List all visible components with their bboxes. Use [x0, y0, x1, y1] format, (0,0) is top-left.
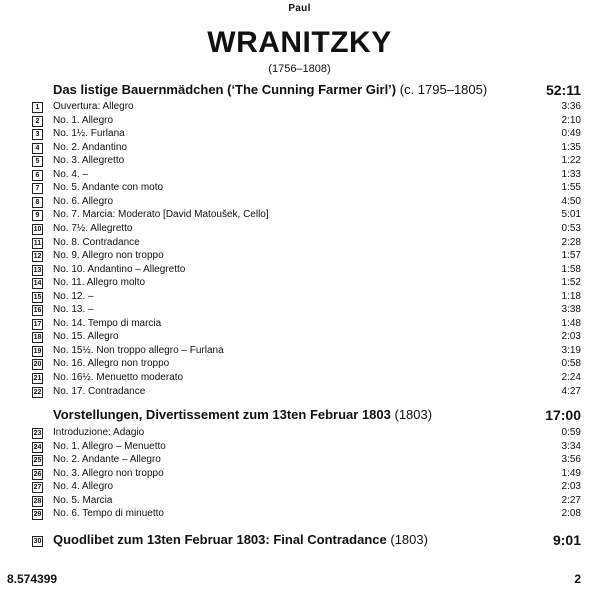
track-row: [0, 168, 599, 181]
track-title: No. 11. Allegro molto: [53, 277, 146, 289]
track-row: [0, 357, 599, 370]
track-row: [0, 195, 599, 208]
track-row: [0, 222, 599, 235]
track-number: 25: [33, 457, 42, 465]
track-row: [0, 114, 599, 127]
track-duration: 1:52: [561, 277, 581, 289]
work-total-time: 17:00: [545, 407, 581, 423]
track-number: 2: [32, 116, 43, 127]
track-row: [0, 440, 599, 453]
track-duration: 3:36: [561, 101, 581, 112]
track-title: No. 2. Andante – Allegro: [53, 454, 161, 466]
track-title: No. 1. Allegro – Menuetto: [53, 440, 166, 452]
track-number: 18: [33, 334, 42, 342]
catalog-number: 8.574399: [7, 572, 58, 586]
track-title: No. 3. Allegretto: [53, 155, 125, 167]
track-title: Introduzione: Adagio: [53, 427, 145, 438]
work-name: Das listige Bauernmädchen (‘The Cunning Farmer Girl’): [53, 82, 397, 97]
work-total-time: 9:01: [552, 532, 581, 548]
track-number: 16: [33, 307, 42, 315]
track-title: No. 3. Allegro non troppo: [53, 467, 164, 479]
track-number: 6: [32, 170, 43, 181]
track-row: [0, 467, 599, 480]
track-row: [0, 330, 599, 343]
work-total-time: 52:11: [545, 82, 581, 98]
track-title: No. 1. Allegro: [53, 114, 114, 126]
track-title: No. 1½. Furlana: [53, 128, 125, 140]
track-row: [0, 100, 599, 113]
track-number: 4: [32, 143, 43, 154]
track-title: No. 17. Contradance: [53, 385, 146, 397]
track-duration: 1:48: [561, 317, 581, 329]
track-title: No. 7. Marcia: Moderato [David Matoušek, Cello]: [53, 209, 269, 221]
track-duration: 2:27: [561, 494, 581, 506]
track-row: [0, 181, 599, 194]
track-row: [0, 303, 599, 316]
track-row: [0, 507, 599, 520]
track-duration: 4:50: [561, 195, 581, 207]
track-row: [0, 480, 599, 493]
track-duration: 1:49: [561, 467, 581, 479]
track-title: No. 5. Marcia: [53, 494, 113, 506]
track-duration: 1:22: [561, 155, 581, 167]
track-row: [0, 426, 599, 439]
track-row: [0, 141, 599, 154]
track-number: 21: [33, 375, 42, 382]
track-duration: 3:56: [561, 454, 581, 466]
track-number: 11: [33, 239, 42, 247]
track-number: 17: [33, 320, 42, 328]
track-duration: 2:03: [561, 331, 581, 343]
track-number: 1: [32, 102, 43, 113]
composer-last-name: WRANITZKY: [207, 26, 392, 59]
track-title: No. 6. Allegro: [53, 195, 114, 207]
track-title: No. 15. Allegro: [53, 331, 119, 343]
track-row: [0, 263, 599, 276]
track-duration: 1:57: [561, 250, 581, 262]
track-title: No. 4. –: [53, 168, 89, 180]
track-number: 22: [33, 388, 42, 396]
track-duration: 3:19: [561, 344, 581, 356]
track-duration: 1:33: [561, 168, 581, 180]
track-row: [0, 290, 599, 303]
track-number: 26: [33, 470, 42, 478]
track-duration: 2:24: [561, 372, 581, 383]
composer-dates: (1756–1808): [268, 63, 331, 75]
track-title: No. 12. –: [53, 290, 94, 302]
track-duration: 5:01: [561, 209, 581, 221]
track-number: 23: [33, 430, 42, 437]
track-number: 7: [32, 183, 43, 194]
track-title: No. 16. Allegro non troppo: [53, 358, 170, 370]
track-duration: 0:49: [561, 128, 581, 140]
track-duration: 3:34: [561, 440, 581, 452]
track-number: 12: [33, 253, 42, 261]
track-title: Ouvertura: Allegro: [53, 101, 134, 112]
track-duration: 0:58: [561, 358, 581, 370]
track-title: No. 5. Andante con moto: [53, 182, 164, 194]
composer-first-name: Paul: [288, 3, 311, 14]
track-title: No. 7½. Allegretto: [53, 222, 133, 234]
track-row: [0, 385, 599, 398]
track-number: 3: [32, 129, 43, 140]
track-duration: 3:38: [561, 304, 581, 316]
track-number: 30: [33, 538, 42, 545]
track-number: 15: [33, 293, 42, 301]
track-row: [0, 317, 599, 330]
track-duration: 1:35: [561, 141, 581, 153]
track-title: No. 8. Contradance: [53, 236, 140, 248]
track-title: No. 16½. Menuetto moderato: [53, 372, 184, 383]
track-number: 8: [32, 197, 43, 208]
track-title: No. 13. –: [53, 304, 94, 316]
track-number: 20: [33, 361, 42, 369]
track-row: [0, 249, 599, 262]
track-duration: 1:58: [561, 263, 581, 275]
track-number: 27: [33, 484, 42, 492]
work-date: (1803): [394, 407, 433, 422]
track-row: [0, 154, 599, 167]
track-duration: 2:10: [561, 114, 581, 126]
work-title: [53, 83, 581, 96]
track-row: [0, 453, 599, 466]
work-name: Vorstellungen, Divertissement zum 13ten Februar 1803: [53, 407, 391, 422]
track-title: No. 10. Andantino – Allegretto: [53, 263, 186, 275]
track-duration: 2:03: [561, 481, 581, 493]
work-title: [53, 533, 581, 546]
track-number: 14: [33, 280, 42, 288]
track-number: 24: [33, 443, 42, 451]
work-name: Quodlibet zum 13ten Februar 1803: Final Contradance: [53, 532, 387, 547]
track-row: [0, 208, 599, 221]
track-duration: 0:53: [561, 222, 581, 234]
page-number: 2: [574, 572, 581, 586]
track-duration: 1:18: [561, 290, 581, 302]
track-title: No. 2. Andantino: [53, 141, 127, 153]
track-number: 28: [33, 497, 42, 505]
track-duration: 1:55: [561, 182, 581, 194]
track-duration: 4:27: [561, 385, 581, 397]
track-row: [0, 371, 599, 384]
track-number: 5: [32, 156, 43, 167]
work-date: (1803): [390, 532, 428, 547]
track-row: [0, 236, 599, 249]
track-number: 19: [33, 347, 42, 355]
track-duration: 0:59: [561, 427, 581, 438]
track-title: No. 6. Tempo di minuetto: [53, 508, 164, 520]
track-number: 29: [33, 511, 42, 519]
track-duration: 2:28: [561, 236, 581, 248]
track-title: No. 4. Allegro: [53, 481, 114, 493]
track-row: [0, 344, 599, 357]
track-number: 13: [33, 266, 42, 274]
track-title: No. 14. Tempo di marcia: [53, 317, 162, 329]
track-row: [0, 494, 599, 507]
work-title: [53, 408, 581, 421]
track-row: [0, 276, 599, 289]
track-row: [0, 127, 599, 140]
track-number: 10: [33, 225, 42, 233]
track-duration: 2:08: [561, 508, 581, 520]
track-number: 9: [32, 210, 43, 221]
track-title: No. 9. Allegro non troppo: [53, 250, 164, 262]
work-date: (c. 1795–1805): [399, 82, 488, 97]
track-title: No. 15½. Non troppo allegro – Furlana: [53, 344, 224, 356]
